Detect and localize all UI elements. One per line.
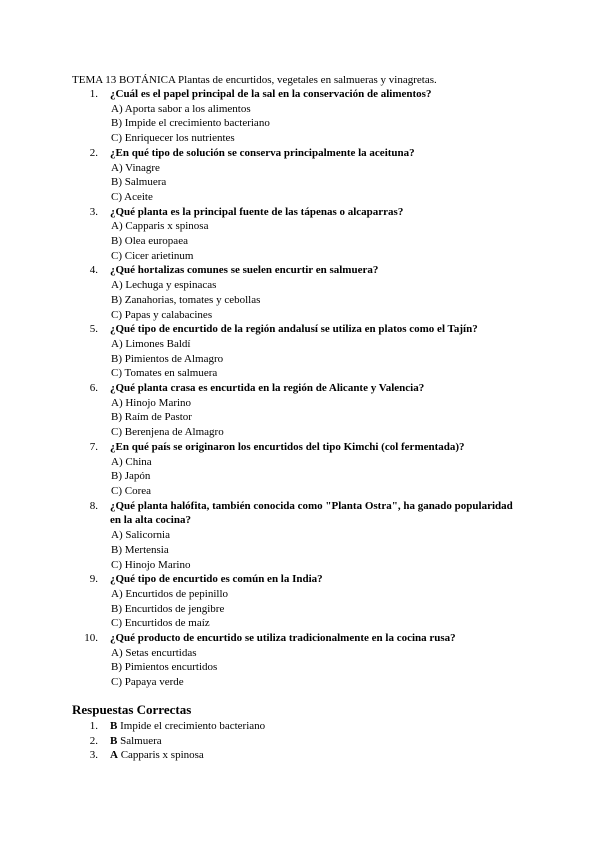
answer-option: B) Japón [111,470,151,483]
answer-key-list [0,719,600,763]
answer-key-letter: B [110,720,118,732]
answer-option: B) Encurtidos de jengibre [111,602,225,615]
question-text: ¿Qué tipo de encurtido es común en la India? [110,573,323,586]
answer-option: A) Vinagre [111,161,160,174]
answer-option: B) Pimientos de Almagro [111,352,224,365]
answer-option: C) Encurtidos de maíz [111,617,210,630]
question-item [0,263,600,322]
answer-option: B) Salmuera [111,176,167,189]
question-number: 1. [89,88,98,100]
answer-option: B) Raím de Pastor [111,411,192,424]
question-item [0,322,600,381]
question-item [0,631,600,690]
answer-option: C) Hinojo Marino [111,558,191,571]
question-text: ¿Qué planta crasa es encurtida en la región de Alicante y Valencia? [110,382,425,395]
answer-key-text: Capparis x spinosa [120,749,204,762]
question-text: ¿En qué tipo de solución se conserva principalmente la aceituna? [110,146,415,159]
question-text: ¿Qué producto de encurtido se utiliza tradicionalmente en la cocina rusa? [110,632,456,645]
answer-option: C) Papaya verde [111,676,184,689]
answer-option: A) China [111,455,152,468]
answer-option: B) Zanahorias, tomates y cebollas [111,293,261,306]
question-number: 4. [89,264,98,277]
question-item [0,572,600,631]
answer-option: C) Papas y calabacines [111,308,213,321]
question-item [0,381,600,440]
answer-key-number: 3. [89,749,98,762]
answer-option: A) Capparis x spinosa [111,220,209,233]
answer-key-letter: B [110,734,118,747]
answer-option: B) Olea europaea [111,235,188,248]
answer-option: A) Setas encurtidas [111,646,197,659]
answer-option: A) Aporta sabor a los alimentos [111,102,251,115]
answer-option: B) Impide el crecimiento bacteriano [111,117,270,130]
answer-key-item [0,719,600,734]
question-text: ¿Qué hortalizas comunes se suelen encurtir en salmuera? [110,264,379,277]
question-text: ¿Qué planta halófita, también conocida como "Planta Ostra", ha ganado popularidad en la alta cocina? [110,499,513,527]
answer-key-item [0,734,600,749]
document-title: TEMA 13 BOTÁNICA Plantas de encurtidos, vegetales en salmueras y vinagretas. [72,74,437,86]
question-list [0,87,600,690]
answer-key-number: 2. [89,734,98,747]
answer-key-text: Impide el crecimiento bacteriano [120,720,266,732]
answer-option: A) Limones Baldí [111,337,191,350]
question-number: 10. [84,632,98,645]
answer-key-item [0,748,600,763]
answer-option: A) Salicornia [111,529,170,542]
answer-option: C) Tomates en salmuera [111,367,218,380]
answer-option: A) Hinojo Marino [111,396,192,409]
question-number: 8. [89,499,98,512]
answer-option: A) Lechuga y espinacas [111,279,217,292]
question-number: 5. [89,323,98,336]
question-item [0,499,600,573]
answer-option: C) Cicer arietinum [111,249,194,262]
answer-key-number: 1. [89,720,98,732]
question-text: ¿En qué país se originaron los encurtidos del tipo Kimchi (col fermentada)? [110,440,465,453]
question-item [0,205,600,264]
question-item [0,146,600,205]
answers-heading: Respuestas Correctas [72,702,192,717]
answer-key-letter: A [110,749,118,762]
answer-option: A) Encurtidos de pepinillo [111,587,229,600]
question-text: ¿Qué planta es la principal fuente de las tápenas o alcaparras? [110,205,404,218]
question-text: ¿Cuál es el papel principal de la sal en la conservación de alimentos? [110,88,432,100]
answer-option: B) Pimientos encurtidos [111,661,218,674]
question-number: 7. [89,440,98,453]
answer-option: C) Enriquecer los nutrientes [111,132,235,145]
question-number: 3. [89,205,98,218]
question-number: 2. [89,146,98,159]
answer-option: B) Mertensia [111,543,169,556]
answer-option: C) Berenjena de Almagro [111,426,224,439]
question-number: 6. [89,382,98,395]
question-item [0,87,600,146]
question-number: 9. [89,573,98,586]
question-item [0,440,600,499]
answer-option: C) Aceite [111,190,153,203]
answer-key-text: Salmuera [120,734,162,747]
question-text: ¿Qué tipo de encurtido de la región andalusí se utiliza en platos como el Tajín? [110,323,478,336]
answer-option: C) Corea [111,484,152,497]
